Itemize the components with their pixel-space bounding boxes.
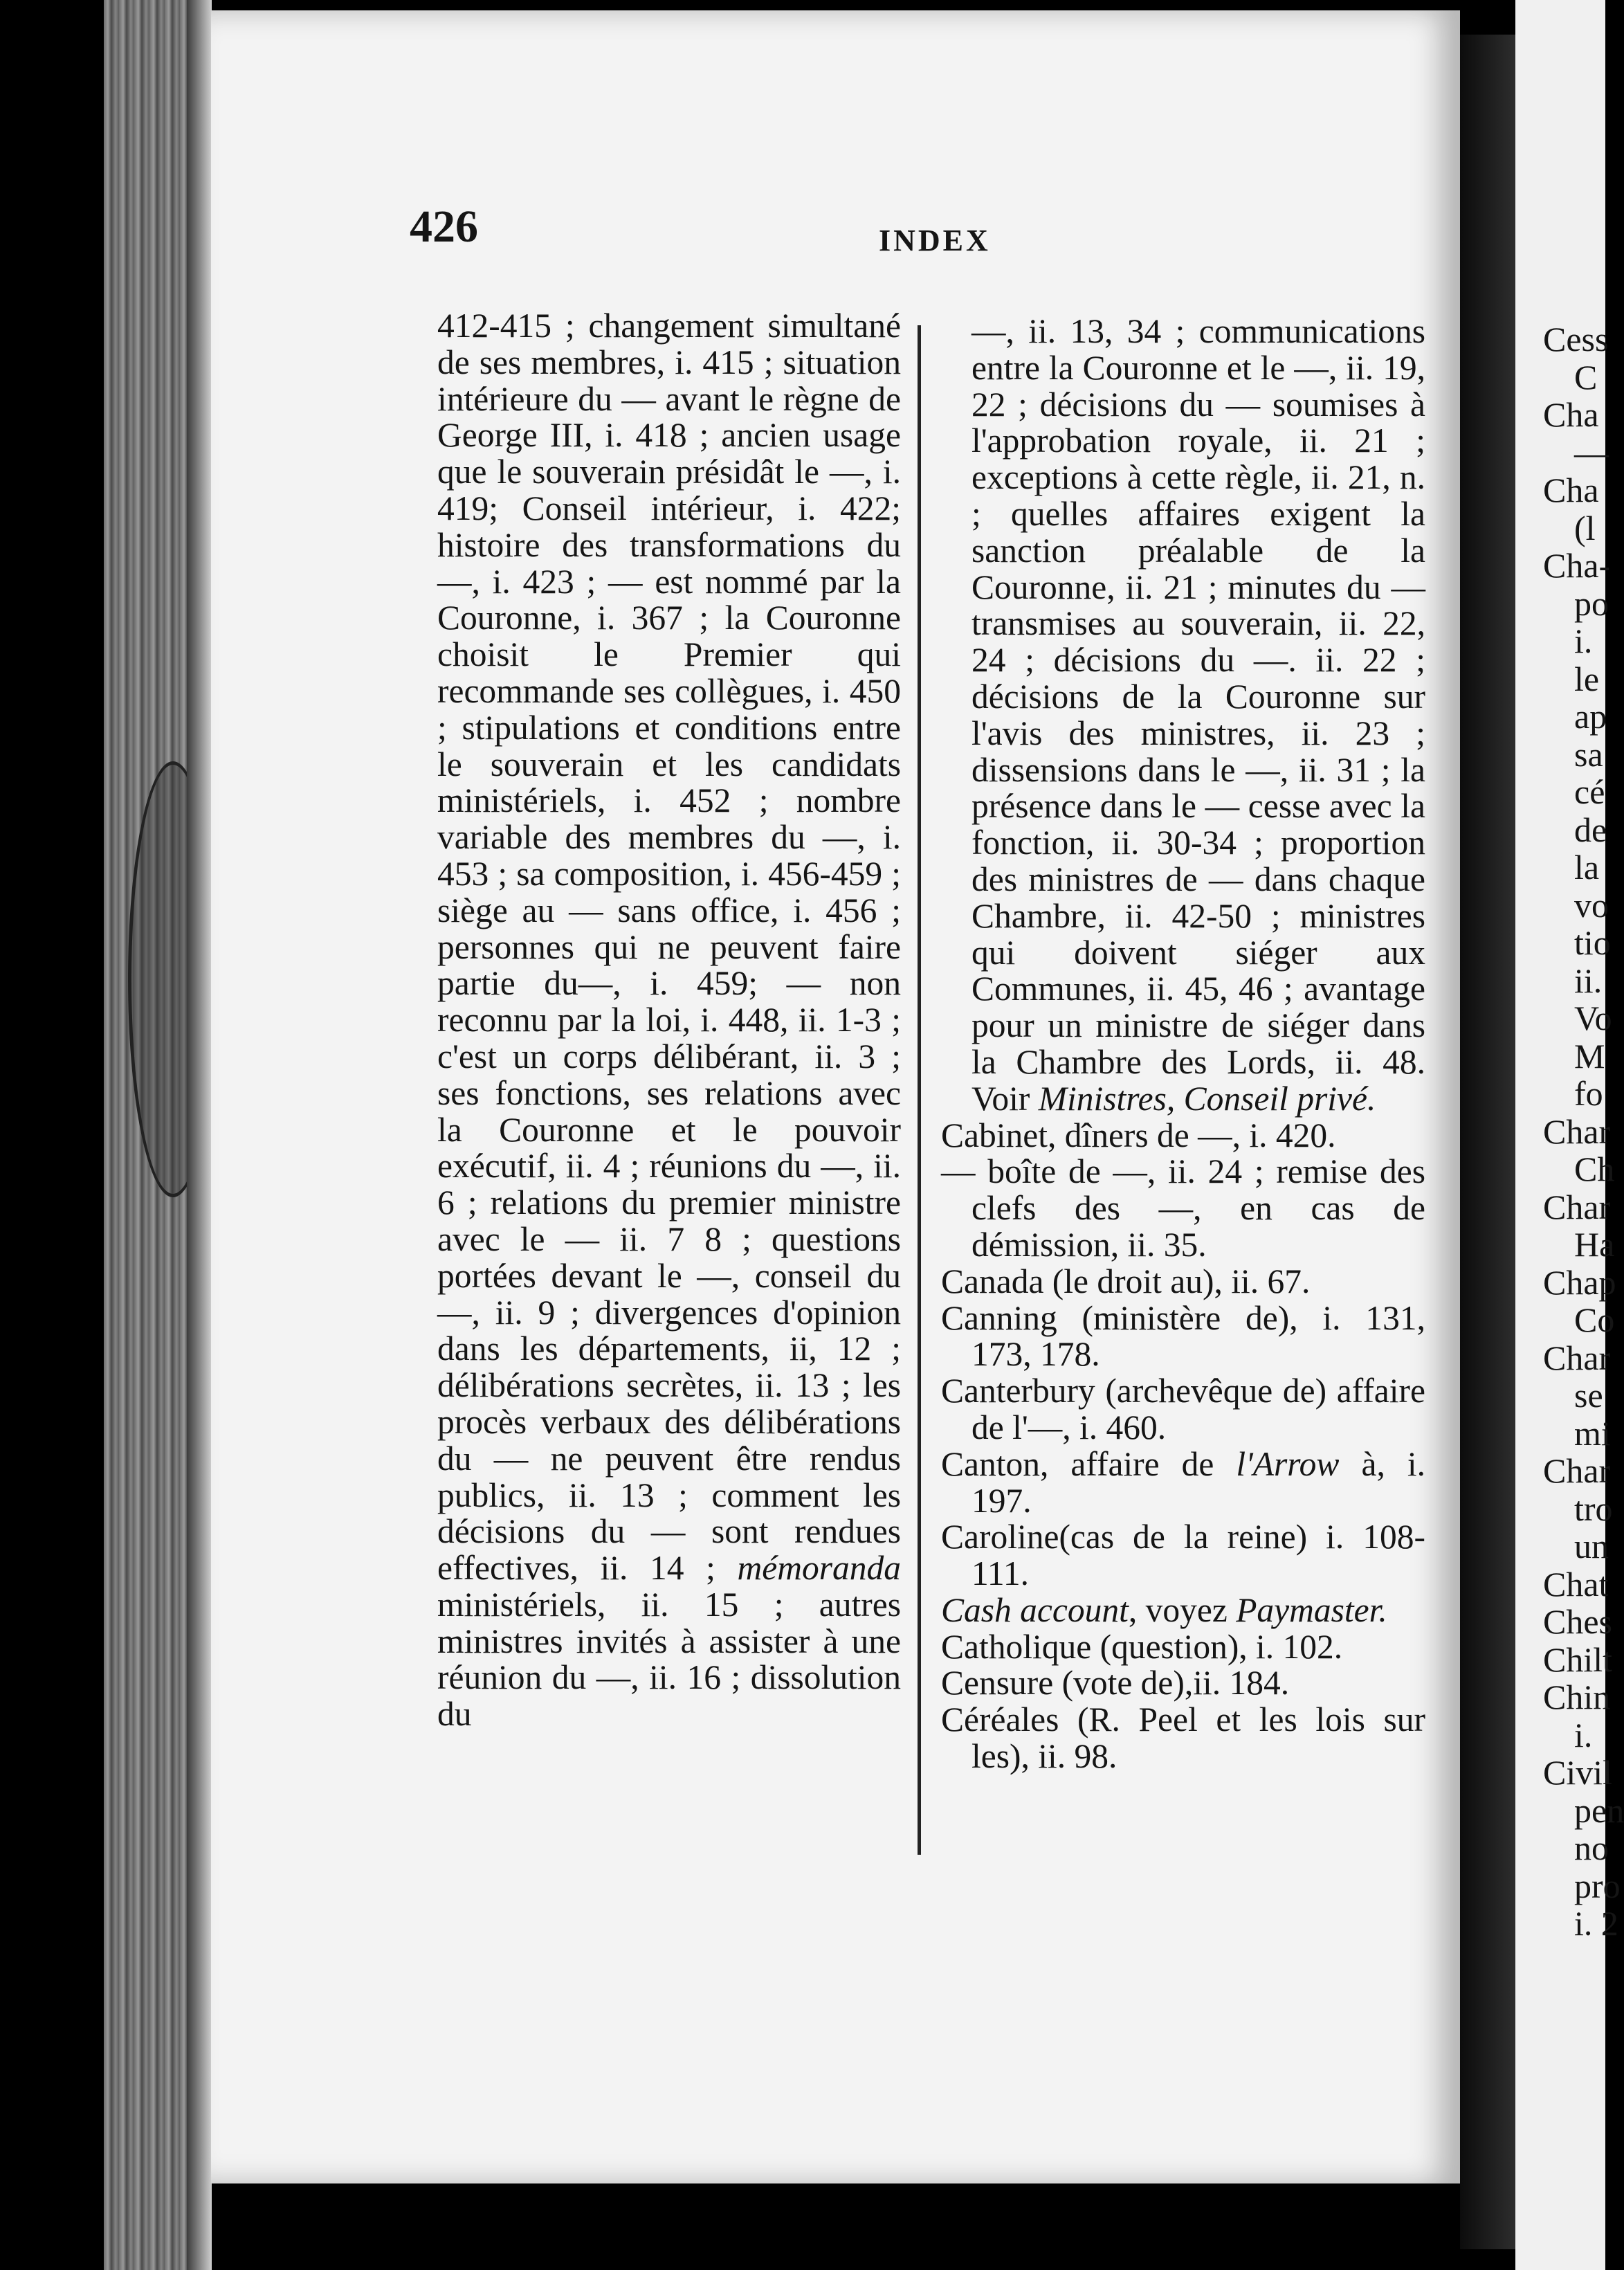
adjacent-page-text: Chat — [1543, 1564, 1609, 1604]
adjacent-page-text: Cha — [1543, 395, 1599, 434]
adjacent-page-text: no — [1574, 1828, 1609, 1867]
index-entry: Canada (le droit au), ii. 67. — [941, 1262, 1311, 1300]
index-entry: Catholique (question), i. 102. — [941, 1627, 1343, 1666]
adjacent-page-text: tro — [1574, 1489, 1613, 1528]
adjacent-page-text: Cess — [1543, 320, 1609, 358]
index-text-italic: mémoranda — [737, 1549, 902, 1588]
column-divider — [918, 325, 921, 1855]
adjacent-page-text: — — [1574, 433, 1609, 472]
adjacent-page-text: Cha — [1543, 471, 1599, 509]
index-text: 412-415 ; changement simultané de ses membres, i. 415 ; situation intérieure du — avant le règne de George III, i. 418 ; ancien usage que le souverain présidât le —, i. 419; Conseil intérieur, i. 422; histoire des transformations du —, i. 423 ; — est nommé par la Couronne, i. 367 ; la Couronne choisit le Premier qui recommande ses collègues, i. 450 ; stipulations et conditions entre le souverain et les candidats ministériels, i. 452 ; nombre variable des membres du —, i. 453 ; sa composition, i. 456-459 ; siège au — sans office, i. 456 ; personnes qui ne peuvent faire partie du—, i. 459; — non reconnu par la loi, i. 448, ii. 1-3 ; c'est un corps délibérant, ii. 3 ; ses fonctions, ses relations avec la Couronne et le pouvoir exécutif, ii. 4 ; réunions du —, ii. 6 ; relations du premier ministre avec le — ii. 7 8 ; questions portées devant le —, conseil du —, ii. 9 ; divergences d'opinion dans les départements, ii, 12 ; délibérations secrètes, ii. 13 ; les procès verbaux des délibérations du — ne peuvent être rendus publics, ii. 13 ; comment les décisions du — sont rendues effectives, ii. 14 ; — [437, 307, 901, 1588]
page-number: 426 — [410, 201, 478, 252]
adjacent-page-text: Cha- — [1543, 546, 1611, 585]
adjacent-page-text: M — [1574, 1036, 1605, 1075]
adjacent-page-text: Co — [1574, 1300, 1615, 1339]
adjacent-page-text: se — [1574, 1376, 1603, 1415]
adjacent-page-fragment — [1515, 0, 1624, 2270]
index-text-italic: Ministres, Conseil privé. — [1038, 1079, 1376, 1118]
index-entry: Censure (vote de),ii. 184. — [941, 1664, 1290, 1702]
index-column-left — [437, 308, 901, 1733]
adjacent-page-text: Chap — [1543, 1262, 1616, 1302]
index-entry: — boîte de —, ii. 24 ; remise des clefs des —, en cas de démission, ii. 35. — [941, 1152, 1425, 1264]
adjacent-page-text: tio — [1574, 923, 1611, 962]
adjacent-page-text: i. — [1574, 621, 1593, 660]
index-entry: Cabinet, dîners de —, i. 420. — [941, 1116, 1336, 1154]
adjacent-page-text: de — [1574, 810, 1607, 849]
index-entry: Canning (ministère de), i. 131, 173, 178. — [941, 1298, 1425, 1374]
adjacent-page-text: Ha — [1574, 1225, 1615, 1264]
page-gutter — [187, 0, 212, 2270]
adjacent-page-text: Ches — [1543, 1602, 1612, 1641]
adjacent-page-text: po — [1574, 583, 1609, 623]
index-column-right — [941, 314, 1425, 1775]
adjacent-page-text: pen — [1574, 1790, 1624, 1830]
adjacent-page-text: Char — [1543, 1187, 1611, 1226]
index-entry: Canton, affaire de l'Arrow à, i. 197. — [941, 1444, 1425, 1520]
adjacent-page-text: ap — [1574, 697, 1607, 736]
page-fold-shadow — [1460, 35, 1515, 2249]
adjacent-page-text: un — [1574, 1527, 1609, 1565]
adjacent-page-text: pro — [1574, 1866, 1621, 1905]
adjacent-page-text: vo — [1574, 885, 1609, 925]
adjacent-page-text: le — [1574, 659, 1600, 698]
adjacent-page-text: ii. — [1574, 961, 1603, 1000]
adjacent-page-text: (l — [1574, 508, 1596, 547]
adjacent-page-text: Chin — [1543, 1678, 1611, 1716]
running-head: INDEX — [879, 224, 991, 257]
adjacent-page-text: mi — [1574, 1413, 1611, 1453]
index-continuation — [437, 308, 901, 1733]
index-text: —, ii. 13, 34 ; communications entre la Couronne et le —, ii. 19, 22 ; décisions du — soumises à l'approbation royale, ii. 21 ; exceptions à cette règle, ii. 21, n. ; quelles affaires exigent la sanction préalable de la Couronne, ii. 21 ; minutes du — transmises au souverain, ii. 22, 24 ; décisions du —. ii. 22 ; décisions de la Couronne sur l'avis des ministres, ii. 23 ; dissensions dans le —, ii. 31 ; la présence dans le — cesse avec la fonction, ii. 30-34 ; proportion des ministres de — dans chaque Chambre, ii. 42-50 ; ministres qui doivent siéger aux Communes, ii. 45, 46 ; avantage pour un ministre de siéger dans la Chambre des Lords, ii. 48. Voir — [971, 312, 1425, 1118]
adjacent-page-text: Ch — [1574, 1150, 1615, 1188]
index-continuation — [941, 314, 1425, 1118]
adjacent-page-text: C — [1574, 357, 1598, 397]
adjacent-page-text: Char — [1543, 1451, 1611, 1490]
adjacent-page-text: Vo — [1574, 999, 1612, 1037]
adjacent-page-text: Chilt — [1543, 1640, 1613, 1679]
index-entry: Céréales (R. Peel et les lois sur les), ii. 98. — [941, 1700, 1425, 1776]
index-entry: Caroline(cas de la reine) i. 108-111. — [941, 1518, 1425, 1593]
adjacent-page-text: cé — [1574, 772, 1605, 811]
adjacent-page-text: i. — [1574, 1715, 1593, 1754]
index-entry: Canterbury (archevêque de) affaire de l'—, i. 460. — [941, 1372, 1425, 1446]
adjacent-page-text: la — [1574, 848, 1600, 887]
adjacent-page-text: fo — [1574, 1074, 1603, 1113]
index-entry: Cash account, voyez Paymaster. — [941, 1590, 1387, 1629]
adjacent-page-text: Char — [1543, 1338, 1611, 1377]
adjacent-page-text: Char — [1543, 1111, 1611, 1151]
index-text: ministériels, ii. 15 ; autres ministres invités à assister à une réunion du —, ii. 16 ; dissolution du — [437, 1585, 901, 1734]
adjacent-page-text: i. 2 — [1574, 1904, 1618, 1943]
adjacent-page-text: sa — [1574, 734, 1603, 774]
adjacent-page-text: Civil — [1543, 1753, 1613, 1792]
